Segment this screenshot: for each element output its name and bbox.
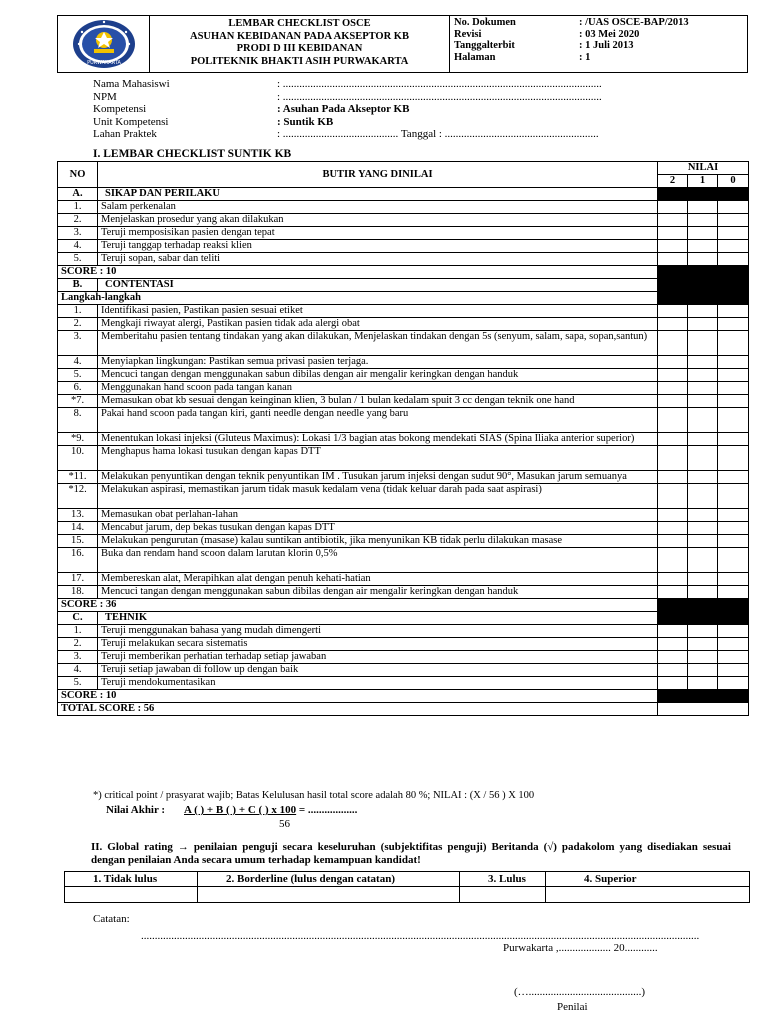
score-text: SCORE : 10: [58, 690, 658, 703]
institution-logo-icon: [70, 18, 138, 70]
item-text: Menyiapkan lingkungan: Pastikan semua privasi pasien terjaga.: [98, 356, 658, 369]
logo-cell: [58, 16, 150, 72]
meta-row: [454, 17, 747, 29]
score-cell-blocked: [688, 188, 718, 201]
item-text: Teruji menggunakan bahasa yang mudah dimengerti: [98, 625, 658, 638]
score-cell-2[interactable]: [658, 625, 688, 638]
subheading-text: Langkah-langkah: [58, 292, 658, 305]
rating-checkbox-tidak-lulus[interactable]: [65, 887, 198, 903]
item-text: Memasukan obat perlahan-lahan: [98, 509, 658, 522]
score-cell-0[interactable]: [718, 677, 749, 690]
score-cell-2[interactable]: [658, 395, 688, 408]
score-cell-2[interactable]: [658, 214, 688, 227]
score-cell-2[interactable]: [658, 677, 688, 690]
critical-point-note: *) critical point / prasyarat wajib; Batas Kelulusan hasil total score adalah 80 %; NILAI : (X / 56 ) X 100: [93, 790, 535, 801]
score-cell-1[interactable]: [688, 548, 718, 573]
score-cell-blocked: [658, 703, 749, 716]
table-row: [58, 382, 749, 395]
item-text: Teruji sopan, sabar dan teliti: [98, 253, 658, 266]
score-cell-0[interactable]: [718, 625, 749, 638]
table-row: [58, 651, 749, 664]
score-cell-1[interactable]: [688, 369, 718, 382]
row-number: 6.: [58, 382, 98, 395]
meta-label: Tanggalterbit: [454, 40, 515, 51]
info-label: Unit Kompetensi: [93, 115, 169, 128]
section-heading: TEHNIK: [98, 612, 658, 625]
table-row: [58, 509, 749, 522]
row-number: 2.: [58, 638, 98, 651]
row-number: 3.: [58, 651, 98, 664]
item-text: Pakai hand scoon pada tangan kiri, ganti needle dengan needle yang baru: [98, 408, 658, 433]
table-row: [58, 214, 749, 227]
score-cell-0[interactable]: [718, 356, 749, 369]
score-cell-0[interactable]: [718, 433, 749, 446]
score-cell-0[interactable]: [718, 586, 749, 599]
meta-row: [454, 29, 747, 41]
row-number: 5.: [58, 369, 98, 382]
table-row: [58, 356, 749, 369]
score-header: 2: [658, 175, 688, 188]
student-info: [93, 78, 713, 141]
row-number: A.: [58, 188, 98, 201]
score-cell-0[interactable]: [718, 305, 749, 318]
score-cell-0[interactable]: [718, 201, 749, 214]
examiner-label: Penilai: [557, 1001, 588, 1013]
row-number: 13.: [58, 509, 98, 522]
row-number: 10.: [58, 446, 98, 471]
score-cell-2[interactable]: [658, 240, 688, 253]
score-cell-blocked: [658, 266, 749, 279]
item-text: Mencuci tangan dengan menggunakan sabun dibilas dengan air mengalir keringkan dengan handuk: [98, 369, 658, 382]
score-cell-1[interactable]: [688, 408, 718, 433]
table-row: [58, 305, 749, 318]
table-row: [58, 535, 749, 548]
table-row: [58, 369, 749, 382]
row-number: 4.: [58, 240, 98, 253]
section-row: [58, 612, 749, 625]
score-cell-2[interactable]: [658, 446, 688, 471]
section-heading: CONTENTASI: [98, 279, 658, 292]
score-cell-1[interactable]: [688, 382, 718, 395]
item-text: Salam perkenalan: [98, 201, 658, 214]
row-number: 1.: [58, 625, 98, 638]
competency-unit-value: : Suntik KB: [277, 115, 334, 128]
score-cell-1[interactable]: [688, 651, 718, 664]
score-cell-1[interactable]: [688, 664, 718, 677]
meta-value: : 1 Juli 2013: [579, 40, 634, 51]
score-cell-1[interactable]: [688, 638, 718, 651]
info-label: NPM: [93, 90, 117, 103]
table-row: [58, 573, 749, 586]
score-cell-0[interactable]: [718, 573, 749, 586]
score-cell-1[interactable]: [688, 484, 718, 509]
meta-row: [454, 52, 747, 64]
score-cell-1[interactable]: [688, 356, 718, 369]
row-number: *11.: [58, 471, 98, 484]
item-text: Teruji melakukan secara sistematis: [98, 638, 658, 651]
col-header-item: BUTIR YANG DINILAI: [98, 162, 658, 188]
score-cell-1[interactable]: [688, 253, 718, 266]
table-row: [58, 586, 749, 599]
score-cell-0[interactable]: [718, 535, 749, 548]
score-cell-0[interactable]: [718, 395, 749, 408]
rating-option-superior: 4. Superior: [546, 872, 750, 887]
header-line: PRODI D III KEBIDANAN: [236, 43, 363, 54]
table-row: [58, 201, 749, 214]
score-cell-0[interactable]: [718, 369, 749, 382]
score-cell-0[interactable]: [718, 651, 749, 664]
item-text: Identifikasi pasien, Pastikan pasien sesuai etiket: [98, 305, 658, 318]
score-cell-2[interactable]: [658, 408, 688, 433]
score-cell-2[interactable]: [658, 433, 688, 446]
info-row: [93, 91, 713, 104]
table-row: [58, 446, 749, 471]
table-row: [58, 408, 749, 433]
score-cell-2[interactable]: [658, 638, 688, 651]
subheading-row: [58, 292, 749, 305]
score-cell-0[interactable]: [718, 548, 749, 573]
meta-row: [454, 40, 747, 52]
score-cell-0[interactable]: [718, 382, 749, 395]
score-cell-2[interactable]: [658, 318, 688, 331]
score-text: TOTAL SCORE : 56: [58, 703, 658, 716]
rating-checkbox-superior[interactable]: [546, 887, 750, 903]
item-text: Membereskan alat, Merapihkan alat dengan penuh kehati-hatian: [98, 573, 658, 586]
item-text: Mencabut jarum, dep bekas tusukan dengan kapas DTT: [98, 522, 658, 535]
score-cell-1[interactable]: [688, 331, 718, 356]
score-cell-blocked: [658, 599, 749, 612]
score-cell-2[interactable]: [658, 664, 688, 677]
total-score-row: [58, 703, 749, 716]
header-line: LEMBAR CHECKLIST OSCE: [228, 18, 371, 29]
score-cell-0[interactable]: [718, 446, 749, 471]
score-cell-2[interactable]: [658, 484, 688, 509]
meta-label: Halaman: [454, 51, 496, 63]
student-npm-field[interactable]: : ....................................................................................................................: [277, 90, 602, 103]
table-row: [58, 664, 749, 677]
score-row: [58, 266, 749, 279]
score-cell-2[interactable]: [658, 331, 688, 356]
score-cell-blocked: [718, 188, 749, 201]
score-cell-1[interactable]: [688, 318, 718, 331]
info-row: [93, 116, 713, 129]
score-cell-2[interactable]: [658, 522, 688, 535]
row-number: 3.: [58, 227, 98, 240]
global-rating-instruction: II. Global rating → penilaian penguji secara keseluruhan (subjektifitas penguji) Beritanda (√) padakolom yang disediakan sesuai dengan penilaian Anda secara umum terhadap kemampuan kandidat!: [91, 841, 731, 866]
score-cell-blocked: [658, 612, 749, 625]
score-header: 1: [688, 175, 718, 188]
section-heading: SIKAP DAN PERILAKU: [98, 188, 658, 201]
score-cell-0[interactable]: [718, 664, 749, 677]
score-cell-1[interactable]: [688, 395, 718, 408]
document-header: [57, 15, 748, 73]
score-cell-2[interactable]: [658, 573, 688, 586]
table-row: [58, 395, 749, 408]
item-text: Teruji memberikan perhatian terhadap setiap jawaban: [98, 651, 658, 664]
rating-option-tidak-lulus: 1. Tidak lulus: [65, 872, 198, 887]
item-text: Menjelaskan prosedur yang akan dilakukan: [98, 214, 658, 227]
score-cell-blocked: [658, 188, 688, 201]
score-cell-0[interactable]: [718, 522, 749, 535]
score-cell-2[interactable]: [658, 227, 688, 240]
score-cell-blocked: [658, 690, 749, 703]
info-row: [93, 78, 713, 91]
item-text: Mencuci tangan dengan menggunakan sabun dibilas dengan air mengalir keringkan dengan handuk: [98, 586, 658, 599]
formula-expression: A ( ) + B ( ) + C ( ) x 100: [184, 804, 297, 816]
item-text: Teruji tanggap terhadap reaksi klien: [98, 240, 658, 253]
item-text: Melakukan penyuntikan dengan teknik penyuntikan IM . Tusukan jarum injeksi dengan sudut 90°, Masukan jarum semuanya: [98, 471, 658, 484]
score-cell-0[interactable]: [718, 638, 749, 651]
student-name-field[interactable]: : ....................................................................................................................: [277, 78, 602, 90]
score-cell-2[interactable]: [658, 651, 688, 664]
score-cell-1[interactable]: [688, 240, 718, 253]
logo-text: PURWAKARTA: [86, 60, 121, 66]
score-cell-1[interactable]: [688, 446, 718, 471]
row-number: 1.: [58, 305, 98, 318]
row-number: 5.: [58, 253, 98, 266]
score-cell-1[interactable]: [688, 573, 718, 586]
score-cell-0[interactable]: [718, 331, 749, 356]
table-row: [58, 318, 749, 331]
meta-label: Revisi: [454, 28, 482, 40]
row-number: 3.: [58, 331, 98, 356]
score-cell-2[interactable]: [658, 535, 688, 548]
score-cell-2[interactable]: [658, 201, 688, 214]
row-number: 17.: [58, 573, 98, 586]
score-cell-1[interactable]: [688, 535, 718, 548]
header-line: ASUHAN KEBIDANAN PADA AKSEPTOR KB: [190, 30, 409, 42]
score-cell-2[interactable]: [658, 253, 688, 266]
score-cell-1[interactable]: [688, 471, 718, 484]
signature-field[interactable]: (….........................................): [514, 986, 646, 998]
score-cell-2[interactable]: [658, 382, 688, 395]
meta-value: : 03 Mei 2020: [579, 28, 640, 40]
item-text: Memberitahu pasien tentang tindakan yang akan dilakukan, Menjelaskan tindakan dengan 5s (senyum, salam, sapa, sopan,santun): [98, 331, 658, 356]
info-row: [93, 128, 713, 141]
info-row: [93, 103, 713, 116]
table-row: [58, 433, 749, 446]
col-header-nilai: NILAI: [658, 162, 749, 175]
row-number: 2.: [58, 318, 98, 331]
score-cell-1[interactable]: [688, 625, 718, 638]
score-header: 0: [718, 175, 749, 188]
row-number: 4.: [58, 356, 98, 369]
score-cell-blocked: [658, 279, 749, 292]
item-text: Memasukan obat kb sesuai dengan keinginan klien, 3 bulan / 1 bulan kedalam spuit 3 cc dengan teknik one hand: [98, 395, 658, 408]
score-cell-0[interactable]: [718, 253, 749, 266]
header-line: POLITEKNIK BHAKTI ASIH PURWAKARTA: [190, 55, 409, 67]
table-row: [58, 471, 749, 484]
score-cell-0[interactable]: [718, 484, 749, 509]
row-number: 5.: [58, 677, 98, 690]
rating-checkbox-lulus[interactable]: [460, 887, 546, 903]
info-label: Nama Mahasiswi: [93, 78, 170, 90]
score-cell-0[interactable]: [718, 509, 749, 522]
score-cell-2[interactable]: [658, 471, 688, 484]
score-cell-0[interactable]: [718, 240, 749, 253]
row-number: 18.: [58, 586, 98, 599]
score-cell-2[interactable]: [658, 305, 688, 318]
table-row: [58, 331, 749, 356]
item-text: Melakukan pengurutan (masase) kalau suntikan antibiotik, jika menyunikan KB tidak perlu dilakukan masase: [98, 535, 658, 548]
table-row: [58, 625, 749, 638]
row-number: *9.: [58, 433, 98, 446]
table-row: [58, 638, 749, 651]
score-cell-0[interactable]: [718, 471, 749, 484]
score-cell-2[interactable]: [658, 369, 688, 382]
score-cell-1[interactable]: [688, 509, 718, 522]
item-text: Buka dan rendam hand scoon dalam larutan klorin 0,5%: [98, 548, 658, 573]
info-label: Lahan Praktek: [93, 128, 157, 140]
table-row: [58, 253, 749, 266]
row-number: 16.: [58, 548, 98, 573]
score-cell-blocked: [658, 292, 749, 305]
section-row: [58, 279, 749, 292]
competency-value: : Asuhan Pada Akseptor KB: [277, 103, 410, 115]
row-number: 15.: [58, 535, 98, 548]
rating-option-lulus: 3. Lulus: [460, 872, 546, 887]
place-date-field[interactable]: Purwakarta ,................... 20............: [503, 942, 658, 954]
notes-field[interactable]: ...........................................................................................................................................................................................................: [141, 930, 700, 942]
score-cell-0[interactable]: [718, 408, 749, 433]
score-cell-1[interactable]: [688, 677, 718, 690]
score-cell-1[interactable]: [688, 201, 718, 214]
checklist-body: [58, 188, 749, 716]
meta-value: : /UAS OSCE-BAP/2013: [579, 17, 689, 28]
header-meta-block: [450, 16, 747, 72]
row-number: 14.: [58, 522, 98, 535]
score-cell-1[interactable]: [688, 305, 718, 318]
score-cell-2[interactable]: [658, 509, 688, 522]
item-text: Teruji mendokumentasikan: [98, 677, 658, 690]
score-row: [58, 599, 749, 612]
table-row: [58, 548, 749, 573]
score-cell-0[interactable]: [718, 318, 749, 331]
rating-checkbox-borderline[interactable]: [198, 887, 460, 903]
meta-value: : 1: [579, 51, 591, 63]
score-text: SCORE : 36: [58, 599, 658, 612]
item-text: Menggunakan hand scoon pada tangan kanan: [98, 382, 658, 395]
row-number: 2.: [58, 214, 98, 227]
section-row: [58, 188, 749, 201]
row-number: C.: [58, 612, 98, 625]
score-cell-2[interactable]: [658, 586, 688, 599]
rating-option-borderline: 2. Borderline (lulus dengan catatan): [198, 872, 460, 887]
score-cell-2[interactable]: [658, 548, 688, 573]
table-row: [58, 484, 749, 509]
checklist-table: [57, 161, 749, 716]
formula-label: Nilai Akhir :: [106, 804, 166, 816]
info-label: Kompetensi: [93, 103, 147, 115]
practice-place-date-field[interactable]: : .......................................... Tanggal : ........................................................: [277, 128, 599, 140]
score-cell-1[interactable]: [688, 433, 718, 446]
score-cell-1[interactable]: [688, 227, 718, 240]
score-cell-1[interactable]: [688, 214, 718, 227]
table-row: [58, 677, 749, 690]
final-score-formula: [106, 804, 358, 830]
row-number: 8.: [58, 408, 98, 433]
score-cell-0[interactable]: [718, 227, 749, 240]
global-rating-table: [64, 871, 750, 903]
row-number: *12.: [58, 484, 98, 509]
row-number: B.: [58, 279, 98, 292]
row-number: 4.: [58, 664, 98, 677]
formula-result: = ..................: [296, 804, 358, 816]
score-cell-0[interactable]: [718, 214, 749, 227]
score-text: SCORE : 10: [58, 266, 658, 279]
score-cell-1[interactable]: [688, 522, 718, 535]
item-text: Melakukan aspirasi, memastikan jarum tidak masuk kedalam vena (tidak keluar darah pada saat aspirasi): [98, 484, 658, 509]
col-header-no: NO: [58, 162, 98, 188]
table-row: [58, 240, 749, 253]
notes-label: Catatan:: [93, 913, 130, 925]
formula-denominator: 56: [279, 818, 290, 830]
header-title-block: [150, 16, 450, 72]
row-number: 1.: [58, 201, 98, 214]
section-title: I. LEMBAR CHECKLIST SUNTIK KB: [93, 148, 292, 160]
score-cell-2[interactable]: [658, 356, 688, 369]
table-row: [58, 227, 749, 240]
item-text: Mengkaji riwayat alergi, Pastikan pasien tidak ada alergi obat: [98, 318, 658, 331]
row-number: *7.: [58, 395, 98, 408]
item-text: Teruji memposisikan pasien dengan tepat: [98, 227, 658, 240]
score-cell-1[interactable]: [688, 586, 718, 599]
item-text: Teruji setiap jawaban di follow up dengan baik: [98, 664, 658, 677]
item-text: Menghapus hama lokasi tusukan dengan kapas DTT: [98, 446, 658, 471]
score-row: [58, 690, 749, 703]
table-row: [58, 522, 749, 535]
item-text: Menentukan lokasi injeksi (Gluteus Maximus): Lokasi 1/3 bagian atas bokong mendekati SIAS (Spina Iliaka anterior superior): [98, 433, 658, 446]
meta-label: No. Dokumen: [454, 17, 516, 28]
